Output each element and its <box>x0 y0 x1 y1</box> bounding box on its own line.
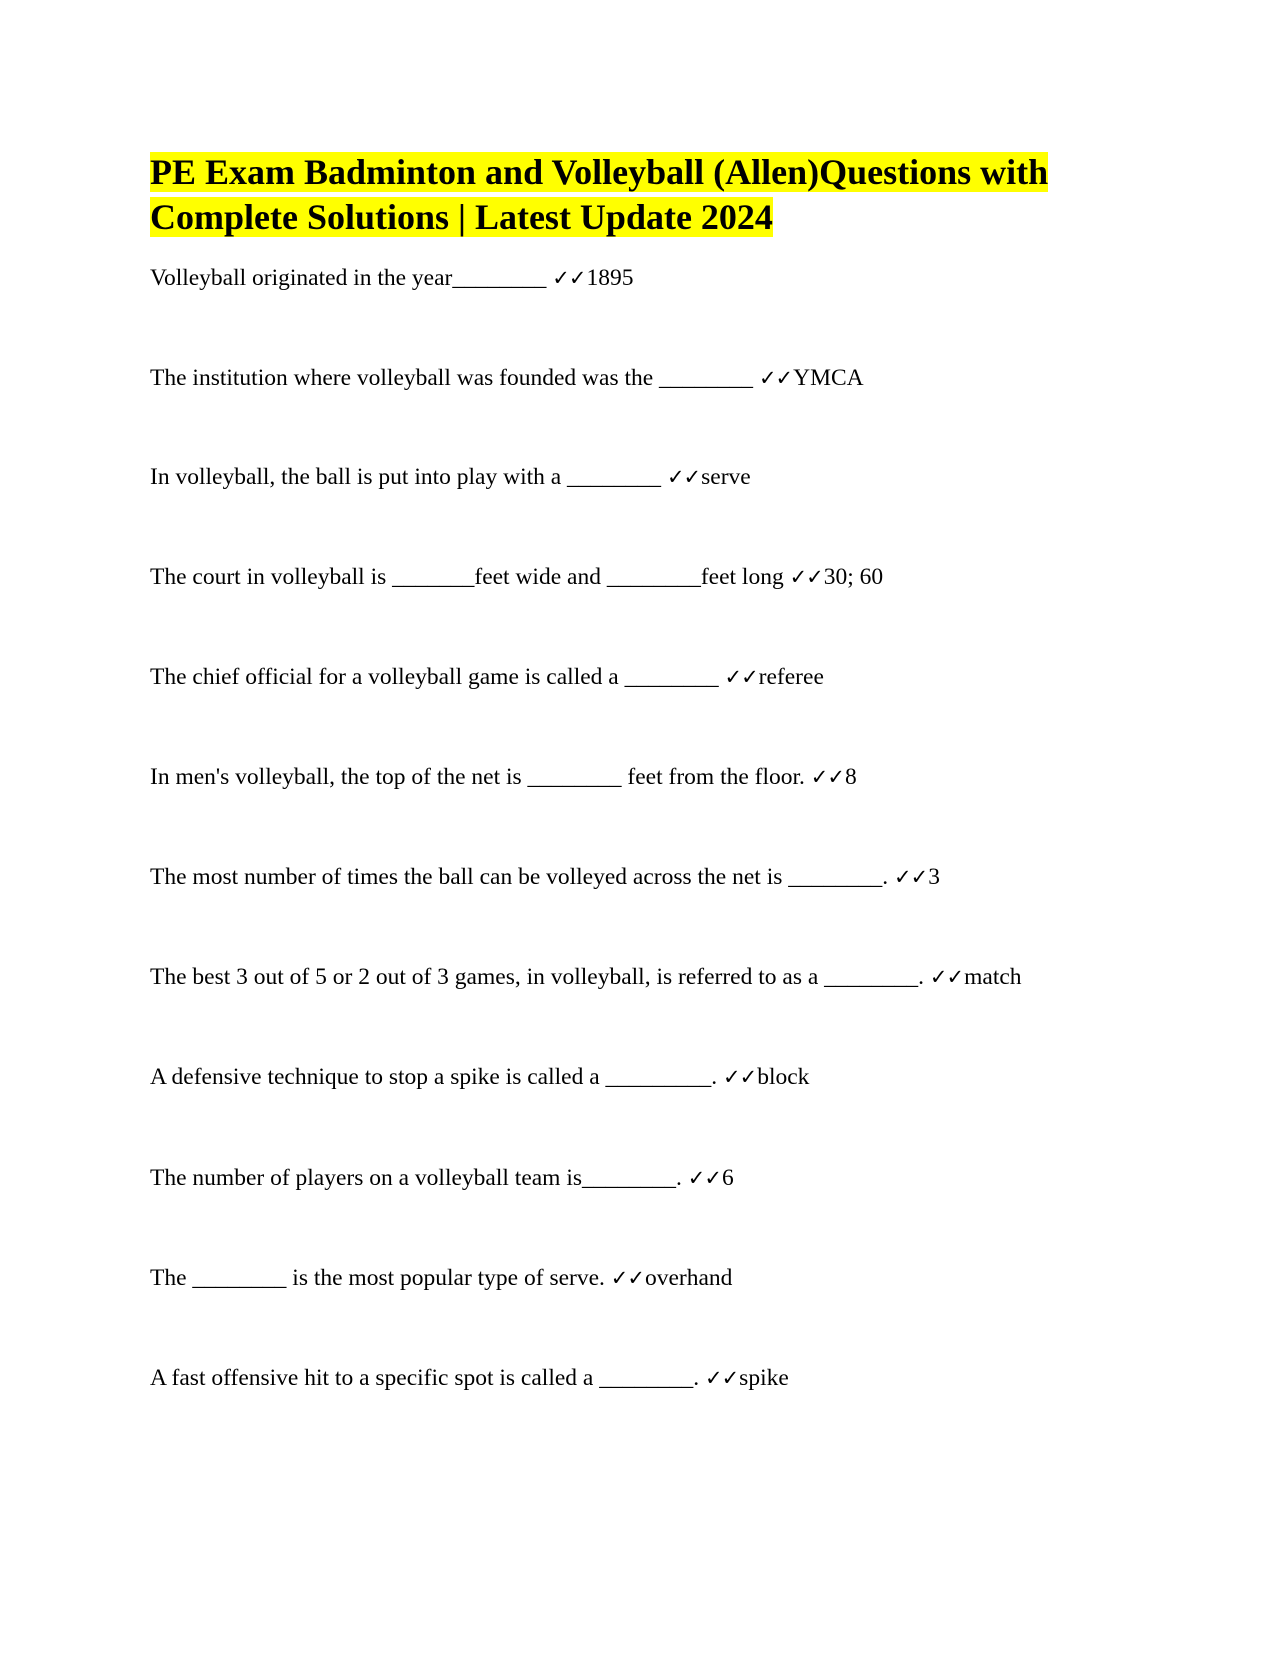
double-check-icon: ✓✓ <box>723 1065 757 1089</box>
question-text: In men's volleyball, the top of the net is ________ feet from the floor. <box>150 764 811 790</box>
qa-item <box>150 1163 1150 1193</box>
question-text: In volleyball, the ball is put into play with a ________ <box>150 464 667 490</box>
double-check-icon: ✓✓ <box>552 266 586 290</box>
qa-item <box>150 762 1150 792</box>
document-title <box>150 150 1150 240</box>
title-line-1: PE Exam Badminton and Volleyball (Allen)Questions with <box>150 152 1049 192</box>
double-check-icon: ✓✓ <box>810 765 844 789</box>
answer-text: match <box>964 964 1022 990</box>
double-check-icon: ✓✓ <box>610 1266 644 1290</box>
question-text: The chief official for a volleyball game is called a ________ <box>150 664 725 690</box>
double-check-icon: ✓✓ <box>789 565 823 589</box>
double-check-icon: ✓✓ <box>894 865 928 889</box>
question-text: The best 3 out of 5 or 2 out of 3 games, in volleyball, is referred to as a ________. <box>150 964 930 990</box>
answer-text: block <box>757 1064 810 1090</box>
question-text: The ________ is the most popular type of serve. <box>150 1265 611 1291</box>
qa-item <box>150 862 1150 892</box>
question-text: Volleyball originated in the year________ <box>150 265 553 291</box>
qa-item <box>150 1062 1150 1092</box>
question-text: A fast offensive hit to a specific spot is called a ________. <box>150 1365 705 1391</box>
qa-item <box>150 962 1150 992</box>
question-text: The institution where volleyball was founded was the ________ <box>150 365 759 391</box>
answer-text: overhand <box>644 1265 733 1291</box>
answer-text: serve <box>701 464 751 490</box>
answer-text: 30; 60 <box>823 564 884 590</box>
double-check-icon: ✓✓ <box>666 465 701 489</box>
double-check-icon: ✓✓ <box>929 965 964 989</box>
answer-text: 6 <box>721 1165 734 1191</box>
answer-text: 8 <box>845 764 857 790</box>
answer-text: referee <box>758 664 824 690</box>
answer-text: YMCA <box>793 365 864 391</box>
double-check-icon: ✓✓ <box>687 1166 721 1190</box>
answer-text: 1895 <box>586 265 634 291</box>
double-check-icon: ✓✓ <box>758 366 793 390</box>
question-text: The number of players on a volleyball team is________. <box>150 1165 688 1191</box>
double-check-icon: ✓✓ <box>704 1366 739 1390</box>
question-text: The most number of times the ball can be volleyed across the net is ________. <box>150 864 894 890</box>
qa-item <box>150 1263 1150 1293</box>
answer-text: 3 <box>928 864 940 890</box>
answer-text: spike <box>739 1365 789 1391</box>
double-check-icon: ✓✓ <box>724 665 758 689</box>
qa-item <box>150 562 1150 592</box>
title-line-2: Complete Solutions | Latest Update 2024 <box>150 197 773 237</box>
question-text: The court in volleyball is _______feet wide and ________feet long <box>150 564 790 590</box>
qa-item <box>150 263 1150 293</box>
question-text: A defensive technique to stop a spike is called a _________. <box>150 1064 724 1090</box>
qa-item <box>150 1363 1150 1393</box>
qa-item <box>150 363 1150 393</box>
qa-item <box>150 462 1150 492</box>
qa-item <box>150 662 1150 692</box>
